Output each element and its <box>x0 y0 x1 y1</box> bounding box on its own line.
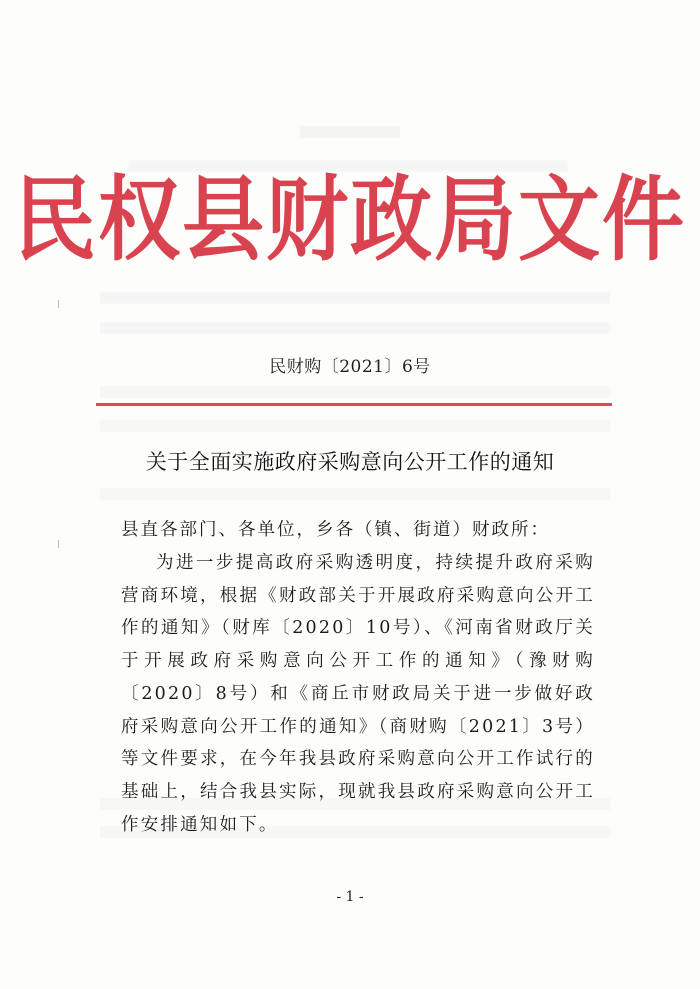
margin-mark <box>58 300 59 308</box>
page-number: - 1 - <box>336 889 364 905</box>
red-separator-rule <box>96 403 612 406</box>
body-paragraph: 为进一步提高政府采购透明度，持续提升政府采购营商环境，根据《财政部关于开展政府采购意向公开工作的通知》（财库〔2020〕10号）、《河南省财政厅关于开展政府采购意向公开工作的通知》（豫财购〔2020〕8号）和《商丘市财政局关于进一步做好政府采购意向公开工作的通知》（商财购〔2021〕3号）等文件要求，在今年我县政府采购意向公开工作试行的基础上，结合我县实际，现就我县政府采购意向公开工作安排通知如下。 <box>121 553 595 835</box>
notice-title: 关于全面实施政府采购意向公开工作的通知 <box>145 450 555 474</box>
margin-mark <box>58 540 59 548</box>
document-number: 民财购〔2021〕6号 <box>269 357 431 377</box>
issuing-authority-header: 民权县财政局文件 <box>13 166 686 274</box>
salutation: 县直各部门、各单位，乡各（镇、街道）财政所： <box>121 520 550 540</box>
